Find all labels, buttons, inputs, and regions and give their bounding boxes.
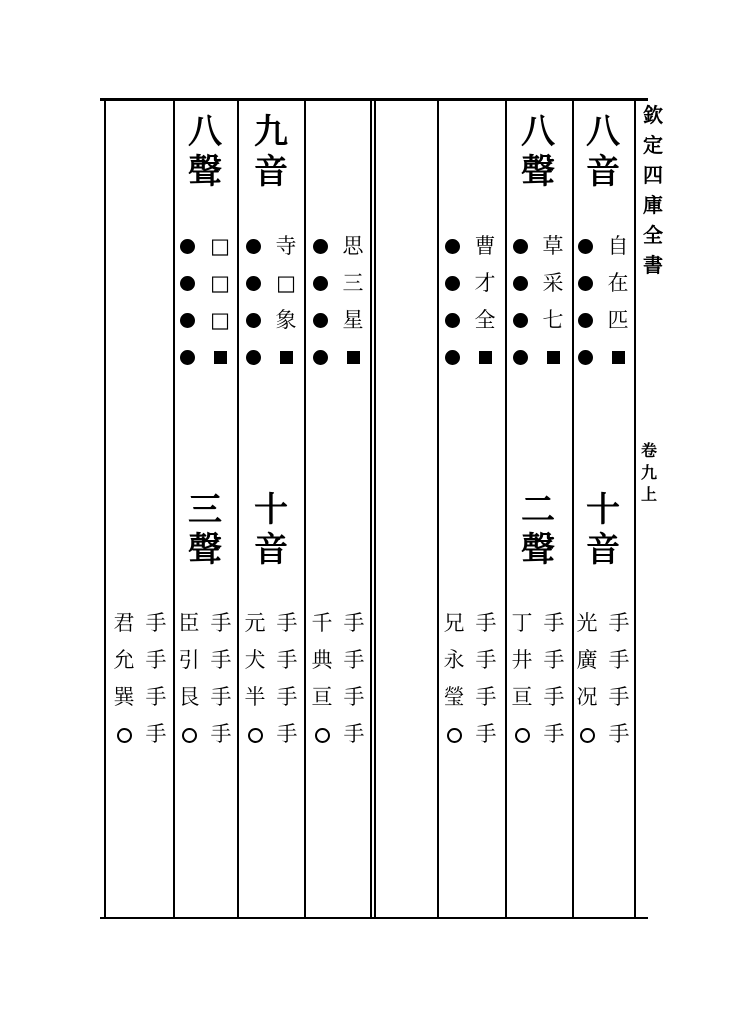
filled-dot-mark [445, 239, 460, 254]
rhyme-char: 在 [607, 271, 629, 295]
filled-dot-mark [445, 350, 460, 365]
tone-char: 音 [254, 530, 288, 570]
row-char: 永 [443, 648, 465, 672]
row-char: 手 [145, 722, 167, 746]
tone-heading [185, 490, 225, 570]
tone-char: 聲 [188, 530, 222, 570]
rhyme-column [605, 228, 631, 376]
tone-char: 聲 [521, 530, 555, 570]
empty-circle-mark [515, 728, 530, 743]
row-char: 亘 [311, 685, 333, 709]
row-char: 廣 [576, 648, 598, 672]
row-char: 井 [511, 648, 533, 672]
mark-column [512, 228, 528, 376]
divider [173, 100, 175, 918]
rhyme-char: 寺 [275, 234, 297, 258]
row-char: 手 [543, 722, 565, 746]
row-column-left [112, 605, 136, 755]
rhyme-char: 才 [474, 271, 496, 295]
row-char: 手 [343, 648, 365, 672]
divider [304, 100, 306, 918]
row-char: 千 [311, 611, 333, 635]
row-char: 手 [475, 722, 497, 746]
filled-square-mark [280, 351, 293, 364]
tone-char: 三 [188, 490, 222, 530]
tone-heading [583, 490, 623, 570]
filled-dot-mark [578, 276, 593, 291]
filled-dot-mark [180, 276, 195, 291]
row-char: 手 [475, 685, 497, 709]
column-heading [518, 112, 558, 192]
row-column-right [275, 605, 299, 753]
tone-char: 十 [254, 490, 288, 530]
filled-dot-mark [513, 239, 528, 254]
filled-dot-mark [578, 313, 593, 328]
row-char: 光 [576, 611, 598, 635]
row-column-left [510, 605, 534, 755]
rhyme-column [472, 228, 498, 376]
filled-dot-mark [246, 350, 261, 365]
rhyme-char: 自 [607, 234, 629, 258]
tone-heading [518, 490, 558, 570]
row-char: 手 [608, 611, 630, 635]
column-heading [185, 112, 225, 192]
row-char: 手 [343, 722, 365, 746]
filled-dot-mark [445, 276, 460, 291]
right-border [634, 98, 636, 918]
row-char: 瑩 [443, 685, 465, 709]
row-char: 手 [210, 648, 232, 672]
filled-dot-mark [246, 313, 261, 328]
filled-square-mark [612, 351, 625, 364]
row-char: 兄 [443, 611, 465, 635]
tone-char: 二 [521, 490, 555, 530]
filled-dot-mark [313, 239, 328, 254]
tone-heading [251, 490, 291, 570]
filled-dot-mark [180, 350, 195, 365]
filled-dot-mark [313, 313, 328, 328]
row-char: 半 [244, 685, 266, 709]
filled-square-mark [547, 351, 560, 364]
book-title: 欽定四庫全書 [643, 103, 663, 277]
row-char: 手 [608, 648, 630, 672]
rhyme-column [540, 228, 566, 376]
divider [237, 100, 239, 918]
left-border [104, 98, 106, 918]
rhyme-char: 曹 [474, 234, 496, 258]
rhyme-char: □ [210, 308, 230, 332]
row-column-right [542, 605, 566, 753]
column-heading [583, 112, 623, 192]
row-char: 丁 [511, 611, 533, 635]
row-char: 况 [576, 685, 598, 709]
row-char: 君 [113, 611, 135, 635]
filled-dot-mark [246, 276, 261, 291]
rhyme-char: 三 [342, 271, 364, 295]
row-char: 手 [475, 648, 497, 672]
row-char: 手 [210, 722, 232, 746]
empty-circle-mark [182, 728, 197, 743]
row-column-right [342, 605, 366, 753]
row-column-right [607, 605, 631, 753]
filled-dot-mark [513, 313, 528, 328]
rhyme-char: 思 [342, 234, 364, 258]
row-char: 元 [244, 611, 266, 635]
row-column-right [209, 605, 233, 753]
filled-dot-mark [445, 313, 460, 328]
rhyme-column [340, 228, 366, 376]
heading-char: 音 [586, 152, 620, 192]
filled-dot-mark [513, 350, 528, 365]
row-char: 亘 [511, 685, 533, 709]
filled-dot-mark [313, 276, 328, 291]
rhyme-char: 象 [275, 308, 297, 332]
row-char: 犬 [244, 648, 266, 672]
row-column-right [144, 605, 168, 753]
row-column-left [575, 605, 599, 755]
empty-circle-mark [447, 728, 462, 743]
filled-dot-mark [578, 239, 593, 254]
divider [572, 100, 574, 918]
mark-column [577, 228, 593, 376]
row-char: 巽 [113, 685, 135, 709]
mark-column [312, 228, 328, 376]
rhyme-column [207, 228, 233, 376]
rhyme-char: 全 [474, 308, 496, 332]
filled-dot-mark [513, 276, 528, 291]
rhyme-char: 星 [342, 308, 364, 332]
filled-square-mark [479, 351, 492, 364]
heading-char: 八 [521, 112, 555, 152]
row-char: 手 [210, 611, 232, 635]
row-column-left [243, 605, 267, 755]
mark-column [245, 228, 261, 376]
row-char: 典 [311, 648, 333, 672]
filled-dot-mark [313, 350, 328, 365]
filled-dot-mark [180, 239, 195, 254]
rhyme-char: □ [276, 271, 296, 295]
rhyme-char: □ [210, 271, 230, 295]
row-char: 手 [145, 685, 167, 709]
row-char: 手 [343, 685, 365, 709]
row-char: 手 [276, 611, 298, 635]
row-char: 手 [608, 685, 630, 709]
rhyme-column [273, 228, 299, 376]
rhyme-char: 草 [542, 234, 564, 258]
filled-square-mark [214, 351, 227, 364]
empty-circle-mark [315, 728, 330, 743]
heading-char: 八 [586, 112, 620, 152]
rhyme-char: 匹 [607, 308, 629, 332]
filled-dot-mark [578, 350, 593, 365]
tone-char: 十 [586, 490, 620, 530]
row-char: 手 [145, 648, 167, 672]
row-char: 手 [343, 611, 365, 635]
row-column-left [442, 605, 466, 755]
filled-dot-mark [180, 313, 195, 328]
row-char: 手 [475, 611, 497, 635]
row-char: 手 [210, 685, 232, 709]
row-char: 手 [543, 611, 565, 635]
row-char: 允 [113, 648, 135, 672]
filled-dot-mark [246, 239, 261, 254]
row-char: 手 [145, 611, 167, 635]
divider [370, 100, 372, 918]
row-char: 手 [276, 722, 298, 746]
filled-square-mark [347, 351, 360, 364]
rhyme-char: 七 [542, 308, 564, 332]
row-column-left [177, 605, 201, 755]
row-char: 手 [608, 722, 630, 746]
rhyme-char: □ [210, 234, 230, 258]
empty-circle-mark [117, 728, 132, 743]
row-char: 手 [276, 648, 298, 672]
heading-char: 八 [188, 112, 222, 152]
heading-char: 音 [254, 152, 288, 192]
tone-char: 音 [586, 530, 620, 570]
row-column-left [310, 605, 334, 755]
row-column-right [474, 605, 498, 753]
row-char: 艮 [178, 685, 200, 709]
row-char: 手 [543, 685, 565, 709]
heading-char: 聲 [188, 152, 222, 192]
heading-char: 九 [254, 112, 288, 152]
row-char: 引 [178, 648, 200, 672]
empty-circle-mark [580, 728, 595, 743]
row-char: 臣 [178, 611, 200, 635]
rhyme-char: 采 [542, 271, 564, 295]
divider [437, 100, 439, 918]
column-heading [251, 112, 291, 192]
empty-circle-mark [248, 728, 263, 743]
volume-label: 卷九上 [641, 441, 658, 504]
divider [374, 100, 376, 918]
mark-column [179, 228, 195, 376]
divider [505, 100, 507, 918]
row-char: 手 [276, 685, 298, 709]
row-char: 手 [543, 648, 565, 672]
mark-column [444, 228, 460, 376]
heading-char: 聲 [521, 152, 555, 192]
